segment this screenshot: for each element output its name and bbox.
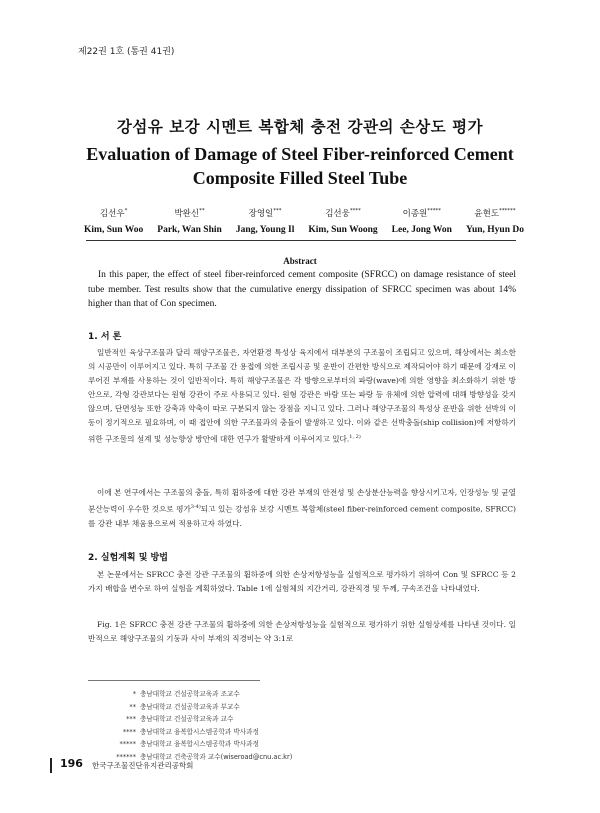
footnote-text: 충남대학교 건설공학교육과 부교수 [140, 702, 240, 711]
author-name-english: Yun, Hyun Do [465, 224, 524, 235]
author [157, 205, 222, 237]
author-name-korean: 윤현도 [474, 208, 500, 219]
title-english-line-1: Evaluation of Damage of Steel Fiber-reinforced Cement [86, 144, 514, 164]
methods-paragraph-2: Fig. 1은 SFRCC 충전 강관 구조물의 휨하중에 의한 손상저항성능을 실험적으로 평가하기 위한 실험상세를 나타낸 것이다. 일반적으로 해양구조물의 기둥과 사이 부재의 직경비는 약 3:1로 [88, 620, 516, 643]
footnote-mark: ****** [116, 752, 136, 761]
footnote-text: 충남대학교 건축공학과 교수(wiseroad@cnu.ac.kr) [140, 752, 293, 761]
footnote [100, 688, 360, 701]
footnote-rule [88, 680, 260, 681]
footnote-mark: **** [122, 727, 136, 736]
paragraph-text: 이에 본 연구에서는 구조물의 충돌, 특히 휨하중에 대한 강관 부재의 안전성 및 손상분산능력을 향상시키고자, 인장성능 및 균열분산능력이 우수한 것으로 평가 [88, 488, 516, 514]
footnote [100, 726, 360, 739]
author [308, 205, 377, 237]
author-name-english: Park, Wan Shin [157, 224, 222, 235]
paper-title-korean: 강섬유 보강 시멘트 복합체 충전 강관의 손상도 평가 [116, 118, 484, 136]
author-name-korean: 장영일 [248, 208, 274, 219]
author [236, 205, 295, 237]
author-affiliation-mark: ***** [427, 208, 441, 214]
author-name-korean: 이종원 [402, 208, 428, 219]
author-name-english: Jang, Young Il [235, 224, 295, 235]
footnote-mark: ***** [119, 740, 136, 748]
author-affiliation-mark: ** [199, 208, 205, 214]
paragraph-text: 일반적인 육상구조물과 달리 해양구조물은, 자연환경 특성상 육지에서 대부분의 구조물이 조립되고 있으며, 해상에서는 최소한의 시공만이 이루어지고 있다. 특히 구조물 간 용접에 의한 조립시공 및 운반이 간편한 방식으로 제작되어야 하기 때문에 강재로 이루어진 부재를 사용하는 것이 일반적이다. 특히 해양구조물은 각 방향으로부터의 파랑(wave)에 의한 영향을 최소화하기 위한 방안으로, 각형 강관보다는 원형 강관이 주로 사용되고 있다. 원형 강관은 바람 또는 파랑 등 유체에 의한 압력에 대해 방향성을 갖지 않으며, 단면성능 또한 강축과 약축이 따로 구분되지 않는 장점을 지니고 있다. 그러나 해양구조물의 특성상 운반을 위한 선박의 이동이 정기적으로 필요하며, 이 때 접안에 의한 구조물과의 충돌이 발생하고 있다. 이와 같은 선박충돌(ship collision)에 저항하기 위한 구조물의 설계 및 성능향상 방안에 대한 연구가 활발하게 이루어지고 있다. [88, 348, 516, 444]
footnote-text: 충남대학교 건설공학교육과 조교수 [140, 690, 240, 698]
footnote-mark: *** [126, 715, 136, 723]
page-number: 196 [60, 757, 83, 770]
intro-paragraph-1 [88, 346, 516, 447]
footnote [100, 738, 360, 751]
abstract-heading: Abstract [283, 256, 317, 266]
paragraph-text-continued: 되고 있는 강섬유 보강 시멘트 복합체(steel fiber-reinforced cement composite, SFRCC)를 강관 내부 채움용으로써 적용하고자 하였다. [88, 504, 516, 528]
footnote-text: 충남대학교 건설공학교육과 교수 [140, 715, 234, 723]
citation-ref: 3-4) [190, 504, 201, 510]
author-name-english: Kim, Sun Woong [308, 224, 378, 235]
title-english-line-2: Composite Filled Steel Tube [192, 168, 408, 188]
footnote-text: 충남대학교 융복합시스템공학과 박사과정 [140, 727, 259, 736]
author-name-korean: 박완신 [174, 208, 200, 219]
abstract-text: In this paper, the effect of steel fiber-reinforced cement composite (SFRCC) on damage resistance of steel tube member. Test results show that the cumulative energy dissipation of SFRCC specimen was about 14% higher than that of Con specimen. [88, 270, 516, 309]
citation-ref: 1, 2) [349, 434, 361, 440]
section-heading-introduction: 1. 서 론 [88, 332, 122, 342]
author-affiliation-mark: * [124, 208, 128, 214]
intro-paragraph-2 [88, 486, 516, 531]
author-affiliation-mark: ****** [499, 208, 516, 214]
footnote-mark: ** [129, 702, 136, 711]
footnote-text: 충남대학교 융복합시스템공학과 박사과정 [140, 740, 259, 748]
abstract-top-rule [86, 240, 516, 241]
author-affiliation-mark: *** [273, 208, 282, 214]
journal-issue: 제22권 1호 (통권 41권) [78, 47, 175, 57]
page-number-bar [50, 758, 52, 773]
footnote [100, 701, 360, 714]
author-name-english: Lee, Jong Won [391, 224, 452, 235]
section-heading-methods: 2. 실험계획 및 방법 [88, 553, 168, 563]
footnotes [100, 688, 360, 763]
paper-title-english [0, 142, 600, 190]
journal-name: 한국구조물진단유지관리공학회 [92, 761, 194, 770]
author-list [84, 205, 524, 237]
author-affiliation-mark: **** [349, 208, 361, 214]
author [392, 205, 452, 237]
author-name-english: Kim, Sun Woo [84, 224, 144, 235]
footnote-mark: * [132, 690, 136, 698]
author-name-korean: 김선웅 [325, 208, 350, 219]
author-name-korean: 김선우 [99, 208, 125, 219]
author [84, 205, 143, 237]
methods-paragraph-1: 본 논문에서는 SFRCC 충전 강관 구조물의 휨하중에 의한 손상저항성능을 실험적으로 평가하기 위하여 Con 및 SFRCC 등 2가지 배합을 변수로 하여 실험을 계획하였다. Table 1에 실험체의 지간거리, 강관직경 및 두께, 구속조건을 나타내었다. [88, 570, 516, 593]
footnote [100, 713, 360, 726]
author [466, 205, 524, 237]
